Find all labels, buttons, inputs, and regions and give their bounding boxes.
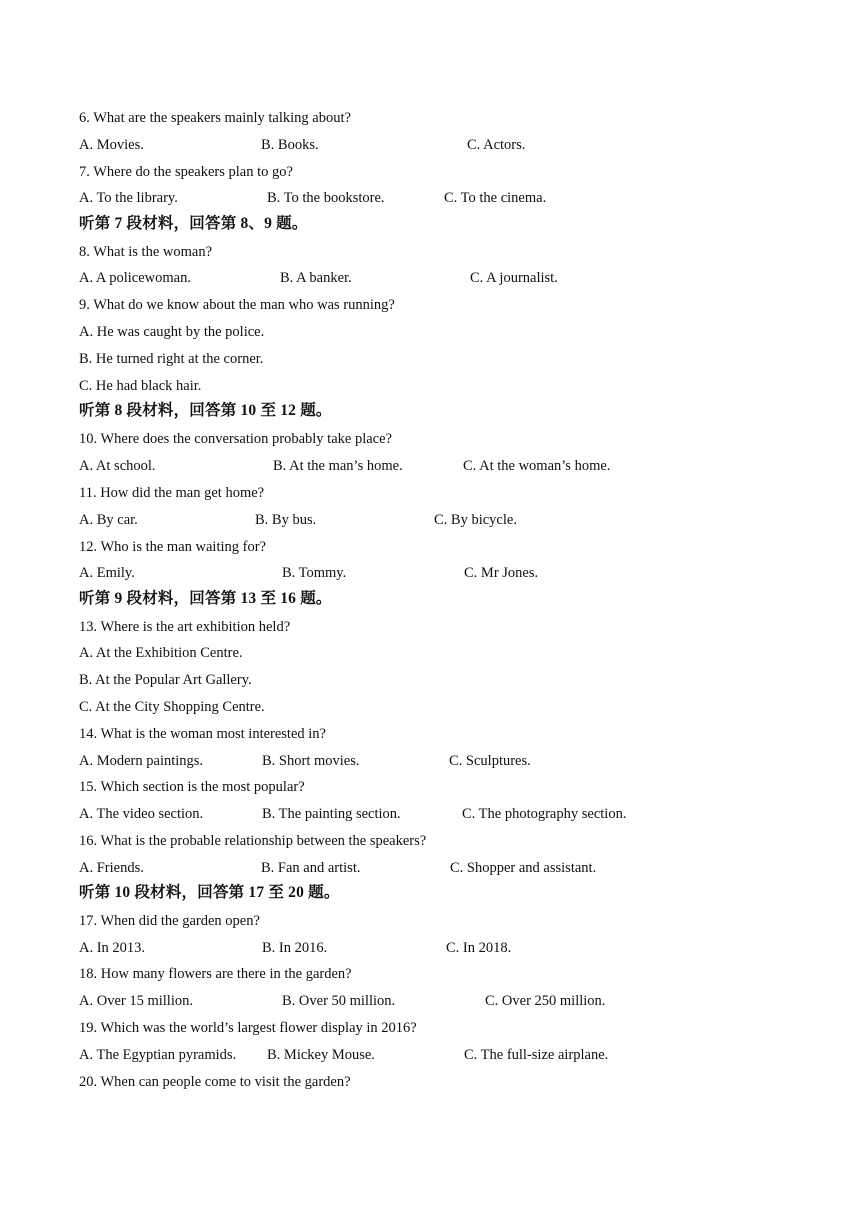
option-a: A. The video section. <box>79 806 204 822</box>
option-c: C. In 2018. <box>446 940 512 956</box>
question-text: 13. Where is the art exhibition held? <box>79 619 291 635</box>
question-text: 15. Which section is the most popular? <box>79 779 305 795</box>
option-b: B. Mickey Mouse. <box>267 1047 375 1063</box>
option-b: B. Books. <box>261 137 319 153</box>
question-text: 14. What is the woman most interested in? <box>79 726 326 742</box>
heading-text: 听第 9 段材料，回答第 13 至 16 题。 <box>79 590 332 607</box>
option-c: C. The full-size airplane. <box>464 1047 609 1063</box>
option-b: B. By bus. <box>255 512 317 528</box>
heading-text: 听第 10 段材料，回答第 17 至 20 题。 <box>79 884 340 901</box>
option-text: C. At the City Shopping Centre. <box>79 699 265 715</box>
option-c: C. Sculptures. <box>449 753 531 769</box>
option-a: A. To the library. <box>79 190 178 206</box>
option-a: A. A policewoman. <box>79 270 191 286</box>
option-a: A. The Egyptian pyramids. <box>79 1047 237 1063</box>
option-b: B. Over 50 million. <box>282 993 396 1009</box>
option-text: A. He was caught by the police. <box>79 324 265 340</box>
option-a: A. Over 15 million. <box>79 993 193 1009</box>
question-text: 20. When can people come to visit the garden? <box>79 1074 351 1090</box>
option-c: C. At the woman’s home. <box>463 458 611 474</box>
question-text: 9. What do we know about the man who was running? <box>79 297 395 313</box>
question-text: 7. Where do the speakers plan to go? <box>79 164 293 180</box>
option-text: A. At the Exhibition Centre. <box>79 645 243 661</box>
option-a: A. Movies. <box>79 137 144 153</box>
option-a: A. In 2013. <box>79 940 146 956</box>
option-b: B. Fan and artist. <box>261 860 361 876</box>
question-text: 10. Where does the conversation probably take place? <box>79 431 392 447</box>
option-b: B. To the bookstore. <box>267 190 385 206</box>
question-text: 17. When did the garden open? <box>79 913 260 929</box>
option-c: C. By bicycle. <box>434 512 517 528</box>
question-text: 8. What is the woman? <box>79 244 213 260</box>
option-c: C. Over 250 million. <box>485 993 606 1009</box>
question-text: 19. Which was the world’s largest flower display in 2016? <box>79 1020 417 1036</box>
question-text: 12. Who is the man waiting for? <box>79 539 266 555</box>
option-b: B. A banker. <box>280 270 352 286</box>
option-a: A. Friends. <box>79 860 144 876</box>
heading-text: 听第 8 段材料，回答第 10 至 12 题。 <box>79 402 332 419</box>
option-b: B. The painting section. <box>262 806 401 822</box>
option-b: B. Short movies. <box>262 753 360 769</box>
option-a: A. At school. <box>79 458 156 474</box>
option-b: B. At the man’s home. <box>273 458 403 474</box>
option-c: C. Shopper and assistant. <box>450 860 597 876</box>
question-text: 11. How did the man get home? <box>79 485 265 501</box>
question-text: 6. What are the speakers mainly talking about? <box>79 110 351 126</box>
option-text: B. He turned right at the corner. <box>79 351 264 367</box>
option-c: C. Mr Jones. <box>464 565 539 581</box>
option-text: C. He had black hair. <box>79 378 202 394</box>
question-text: 16. What is the probable relationship between the speakers? <box>79 833 427 849</box>
option-a: A. Modern paintings. <box>79 753 204 769</box>
option-text: B. At the Popular Art Gallery. <box>79 672 252 688</box>
option-c: C. A journalist. <box>470 270 558 286</box>
option-c: C. To the cinema. <box>444 190 547 206</box>
option-a: A. By car. <box>79 512 138 528</box>
option-a: A. Emily. <box>79 565 135 581</box>
question-text: 18. How many flowers are there in the garden? <box>79 966 352 982</box>
option-b: B. Tommy. <box>282 565 347 581</box>
option-b: B. In 2016. <box>262 940 328 956</box>
option-c: C. The photography section. <box>462 806 627 822</box>
option-c: C. Actors. <box>467 137 526 153</box>
heading-text: 听第 7 段材料，回答第 8、9 题。 <box>79 215 308 232</box>
